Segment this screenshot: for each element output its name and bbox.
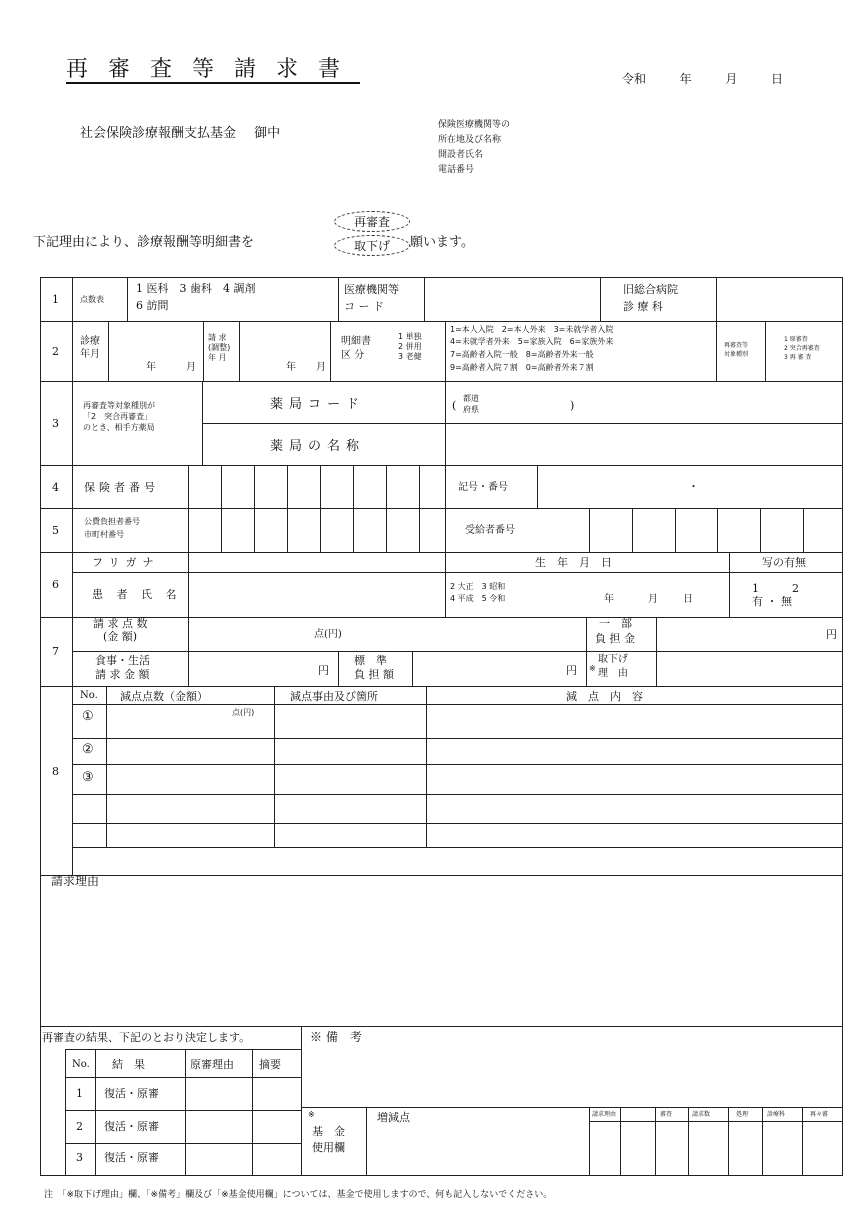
r7-ten: 点(円)	[314, 629, 342, 640]
result-header: 摘要	[259, 1058, 281, 1071]
r2-sai-label-2: 対象種別	[724, 351, 749, 358]
r2-detail: 明細書	[341, 336, 371, 347]
r2-sai[interactable]: 3 再 審 査	[784, 354, 812, 361]
row-number: 1	[52, 293, 59, 306]
r3-name: 薬局の名称	[270, 439, 366, 454]
r8-num: ②	[82, 742, 94, 757]
r6-furigana: フリガナ	[92, 556, 160, 569]
r2-type: 1=本人入院 2=本人外来 3=未就学者入院	[450, 325, 614, 334]
row-number: 7	[52, 645, 59, 658]
r5-jukyu: 受給者番号	[465, 525, 515, 536]
r6-copy: 写の有無	[762, 556, 806, 569]
r7-standard: 標 準	[354, 654, 387, 667]
r3-pref-2: 府県	[463, 405, 479, 414]
r4-kigo: 記号・番号	[458, 482, 508, 493]
r5-label-2: 市町村番号	[84, 530, 124, 539]
r7-mark: ※	[589, 664, 596, 673]
r3-label: のとき、相手方薬局	[83, 423, 155, 432]
row-number: 6	[52, 578, 59, 591]
result-value[interactable]: 復活・原審	[104, 1151, 159, 1164]
r2-claim-3: 年 月	[208, 353, 227, 362]
r7-meal-2: 請 求 金 額	[95, 668, 150, 681]
result-no: 1	[76, 1087, 83, 1100]
r6-name: 患 者 氏 名	[92, 588, 182, 601]
r3-label: 再審査等対象種別が	[83, 401, 155, 410]
r2-type: 4=未就学者外来 5=家族入院 6=家族外来	[450, 337, 614, 346]
stamp-header: 請求数	[692, 1111, 711, 1118]
form-title: 再審査等請求書	[66, 57, 361, 82]
addressee-name: 社会保険診療報酬支払基金	[80, 126, 237, 141]
r2-month-2: 月	[316, 362, 326, 373]
result-no: 2	[76, 1120, 83, 1133]
stamp-header: 処理	[736, 1111, 749, 1118]
institution-label: 所在地及び名称	[438, 135, 502, 145]
r2-type: 9=高齢者入院７割 0=高齢者外来７割	[450, 363, 594, 372]
result-value[interactable]: 復活・原審	[104, 1120, 159, 1133]
request-suffix: 願います。	[410, 235, 474, 250]
addressee-suffix: 御中	[254, 126, 281, 141]
r1-old-label: 旧総合病院	[623, 283, 678, 296]
r8-ten: 点(円)	[232, 708, 255, 717]
institution-label: 開設者氏名	[438, 150, 484, 160]
zogen-label: 増減点	[377, 1111, 410, 1124]
oval-withdraw[interactable]: 取下げ	[334, 235, 410, 256]
r2-sai[interactable]: 2 突合再審査	[784, 345, 820, 352]
oval-reexamine[interactable]: 再審査	[334, 211, 410, 232]
r2-claim: 請 求	[208, 333, 227, 342]
r3-pref: 都道	[463, 394, 479, 403]
date-month: 月	[725, 72, 738, 86]
stamp-header: 請求理由	[592, 1111, 617, 1118]
r7-claim-2: (金 額)	[103, 630, 138, 643]
r6-year: 年	[604, 594, 614, 605]
r7-ichibu-2: 負 担 金	[595, 632, 635, 645]
r3-paren-close: )	[570, 399, 575, 412]
r7-en-2: 円	[318, 664, 329, 677]
row-number: 2	[52, 345, 59, 358]
kikin-label-2: 使用欄	[312, 1141, 345, 1154]
reason-label: 請求理由	[51, 874, 100, 888]
stamp-header: 審査	[660, 1111, 673, 1118]
r2-sai[interactable]: 1 原審査	[784, 336, 808, 343]
r2-sai-label: 再審査等	[724, 342, 749, 349]
r7-en: 円	[826, 628, 837, 641]
r2-year: 年	[146, 362, 156, 373]
result-header: 結 果	[112, 1058, 145, 1071]
addressee	[80, 122, 280, 141]
r7-standard-2: 負 担 額	[354, 668, 394, 681]
r6-era-2[interactable]: 4 平成 5 令和	[450, 594, 506, 603]
r6-month: 月	[648, 594, 658, 605]
main-table	[40, 277, 843, 876]
r7-en-3: 円	[566, 664, 577, 677]
r1-code-label: 医療機関等	[344, 283, 399, 296]
r1-label: 点数表	[80, 295, 104, 304]
date-day: 日	[771, 72, 784, 86]
r6-birth: 生 年 月 日	[535, 556, 612, 569]
biko-label: ※ 備 考	[310, 1030, 362, 1044]
r5-label: 公費負担者番号	[84, 517, 140, 526]
kikin-mark: ※	[308, 1110, 315, 1119]
r1-old-label-2: 診 療 科	[623, 300, 663, 313]
r1-options[interactable]: 1 医科 3 歯科 4 調剤	[136, 282, 256, 295]
stamp-header: 再々審	[810, 1111, 829, 1118]
row-number: 3	[52, 417, 59, 430]
r8-num: ①	[82, 709, 94, 724]
institution-labels	[438, 118, 510, 178]
r7-claim: 請 求 点 数	[93, 617, 148, 630]
footnote: 注 「※取下げ理由」欄、「※備考」欄及び「※基金使用欄」については、基金で使用しますので、何も記入しないでください。	[44, 1190, 553, 1200]
result-header: No.	[72, 1059, 90, 1070]
r6-copy-opts[interactable]: 1 2	[752, 582, 799, 595]
r3-paren-open: (	[452, 399, 457, 412]
r8-num: ③	[82, 770, 94, 785]
date-era: 令和	[622, 72, 647, 86]
r2-label-2: 年月	[80, 349, 100, 360]
result-no: 3	[76, 1151, 83, 1164]
institution-label: 電話番号	[438, 165, 475, 175]
r2-type: 7=高齢者入院一般 8=高齢者外来一般	[450, 350, 594, 359]
r6-day: 日	[683, 594, 693, 605]
r7-torisage-2: 理 由	[598, 668, 628, 679]
r2-kubun[interactable]: 1 単独	[398, 332, 422, 341]
row-number: 5	[52, 524, 59, 537]
date-line	[622, 70, 783, 87]
date-year: 年	[679, 72, 692, 86]
r2-label: 診療	[80, 336, 100, 347]
row-number: 8	[52, 765, 59, 778]
result-header: 原審理由	[190, 1058, 234, 1071]
kikin-label: 基 金	[312, 1125, 345, 1138]
r6-copy-opts-2[interactable]: 有 ・ 無	[752, 595, 792, 608]
r1-code-label-2: コ ー ド	[344, 300, 384, 313]
institution-label: 保険医療機関等の	[438, 120, 511, 130]
request-options	[334, 211, 410, 256]
r2-claim-2: (調整)	[208, 343, 231, 352]
r2-year-2: 年	[286, 362, 296, 373]
r7-ichibu: 一 部	[599, 617, 632, 630]
r4-dot: ・	[688, 480, 699, 493]
r7-meal: 食事・生活	[95, 654, 150, 667]
result-title: 再審査の結果、下記のとおり決定します。	[42, 1031, 251, 1044]
row-number: 4	[52, 481, 59, 494]
r8-header: 減点点数（金額）	[120, 690, 208, 703]
r3-code: 薬局コード	[270, 397, 366, 412]
r2-month: 月	[186, 362, 196, 373]
r8-header: 減点事由及び箇所	[290, 690, 378, 703]
r2-detail-2: 区 分	[341, 350, 365, 361]
reason-box[interactable]	[40, 847, 843, 1027]
r2-kubun[interactable]: 3 老健	[398, 352, 422, 361]
r7-torisage: 取下げ	[598, 654, 628, 665]
r8-header: No.	[80, 690, 98, 701]
stamp-header: 診療科	[767, 1111, 786, 1118]
r2-kubun[interactable]: 2 併用	[398, 342, 422, 351]
r1-options-2[interactable]: 6 訪問	[136, 299, 169, 312]
result-value[interactable]: 復活・原審	[104, 1087, 159, 1100]
r3-label: 「2 突合再審査」	[83, 412, 153, 421]
request-prefix: 下記理由により、診療報酬等明細書を	[33, 235, 255, 250]
r6-era[interactable]: 2 大正 3 昭和	[450, 582, 506, 591]
r8-header: 減 点 内 容	[566, 690, 643, 703]
r4-label: 保険者番号	[84, 481, 159, 494]
